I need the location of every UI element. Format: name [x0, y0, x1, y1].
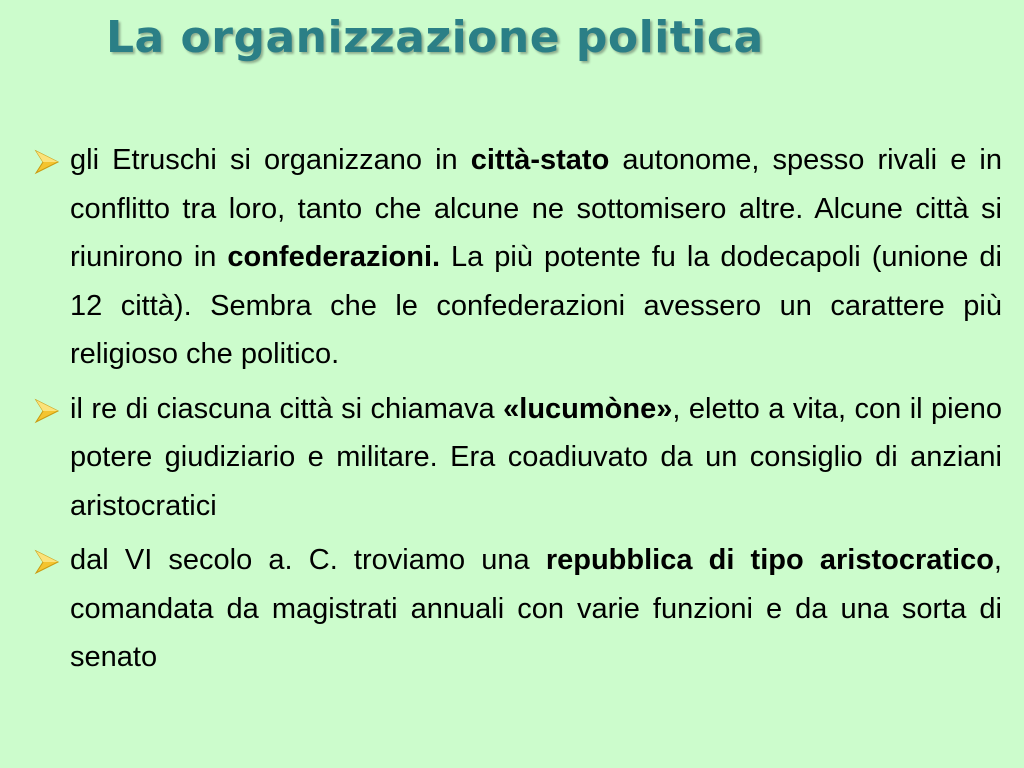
bullet-item-lucumone [26, 385, 1002, 531]
arrowhead-bullet-icon [34, 149, 60, 175]
bullet-list [26, 136, 1002, 688]
arrowhead-bullet-icon [34, 398, 60, 424]
bullet-bold-term: città-stato [470, 144, 610, 176]
bullet-text: autonome, spesso rivali e in conflitto tra loro, tanto che alcune ne sottomisero altre. Alcune città si riunirono in [70, 144, 1002, 273]
bullet-text: , comandata da magistrati annuali con varie funzioni e da una sorta di senato [70, 544, 1002, 673]
slide-title: La organizzazione politica [106, 12, 764, 63]
bullet-text: il re di ciascuna città si chiamava [70, 392, 504, 425]
bullet-item-citta-stato [26, 136, 1002, 379]
bullet-item-repubblica [26, 536, 1002, 682]
bullet-text: gli Etruschi si organizzano in [70, 144, 471, 176]
bullet-bold-term: repubblica di tipo aristocratico [545, 544, 994, 576]
bullet-bold-term: «lucumòne» [503, 392, 673, 425]
arrowhead-bullet-icon [34, 549, 60, 575]
bullet-text: La più potente fu la dodecapoli (unione di 12 città). Sembra che le confederazioni avessero un carattere più religioso che politico. [70, 241, 1002, 370]
bullet-text: dal VI secolo a. C. troviamo una [70, 544, 546, 576]
bullet-bold-term: confederazioni. [227, 241, 441, 273]
bullet-text: , eletto a vita, con il pieno potere giudiziario e militare. Era coadiuvato da un consiglio di anziani aristocratici [70, 392, 1003, 522]
